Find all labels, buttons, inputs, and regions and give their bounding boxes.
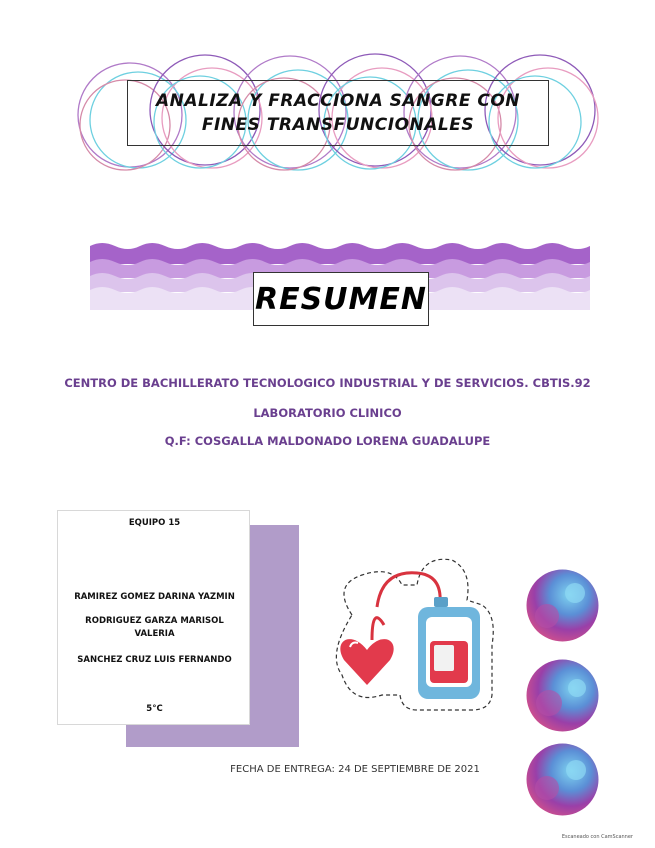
blood-transfusion-icon bbox=[322, 545, 502, 720]
watercolor-circle-2 bbox=[525, 658, 600, 733]
watercolor-circle-3 bbox=[525, 742, 600, 817]
team-name: EQUIPO 15 bbox=[128, 518, 181, 528]
scanner-watermark: Escaneado con CamScanner bbox=[561, 834, 633, 840]
resumen-banner bbox=[253, 272, 429, 326]
team-member-2: RODRIGUEZ GARZA MARISOL VALERIA bbox=[85, 616, 224, 639]
watercolor-circle-1 bbox=[525, 568, 600, 643]
team-member-1: RAMIREZ GOMEZ DARINA YAZMIN bbox=[74, 592, 235, 602]
title-box bbox=[127, 80, 549, 146]
document-title: ANALIZA Y FRACCIONA SANGRE CON FINES TRANSFUNCIONALES bbox=[155, 91, 521, 135]
team-member-3: SANCHEZ CRUZ LUIS FERNANDO bbox=[77, 655, 232, 665]
team-group: 5°C bbox=[146, 704, 163, 714]
team-card bbox=[57, 510, 250, 725]
delivery-date: FECHA DE ENTREGA: 24 DE SEPTIEMBRE DE 2021 bbox=[230, 764, 480, 775]
subject-name: LABORATORIO CLINICO bbox=[253, 406, 402, 420]
school-name: CENTRO DE BACHILLERATO TECNOLOGICO INDUSTRIAL Y DE SERVICIOS. CBTIS.92 bbox=[64, 376, 591, 390]
teacher-name: Q.F: COSGALLA MALDONADO LORENA GUADALUPE bbox=[164, 434, 491, 448]
resumen-label: RESUMEN bbox=[254, 281, 427, 317]
